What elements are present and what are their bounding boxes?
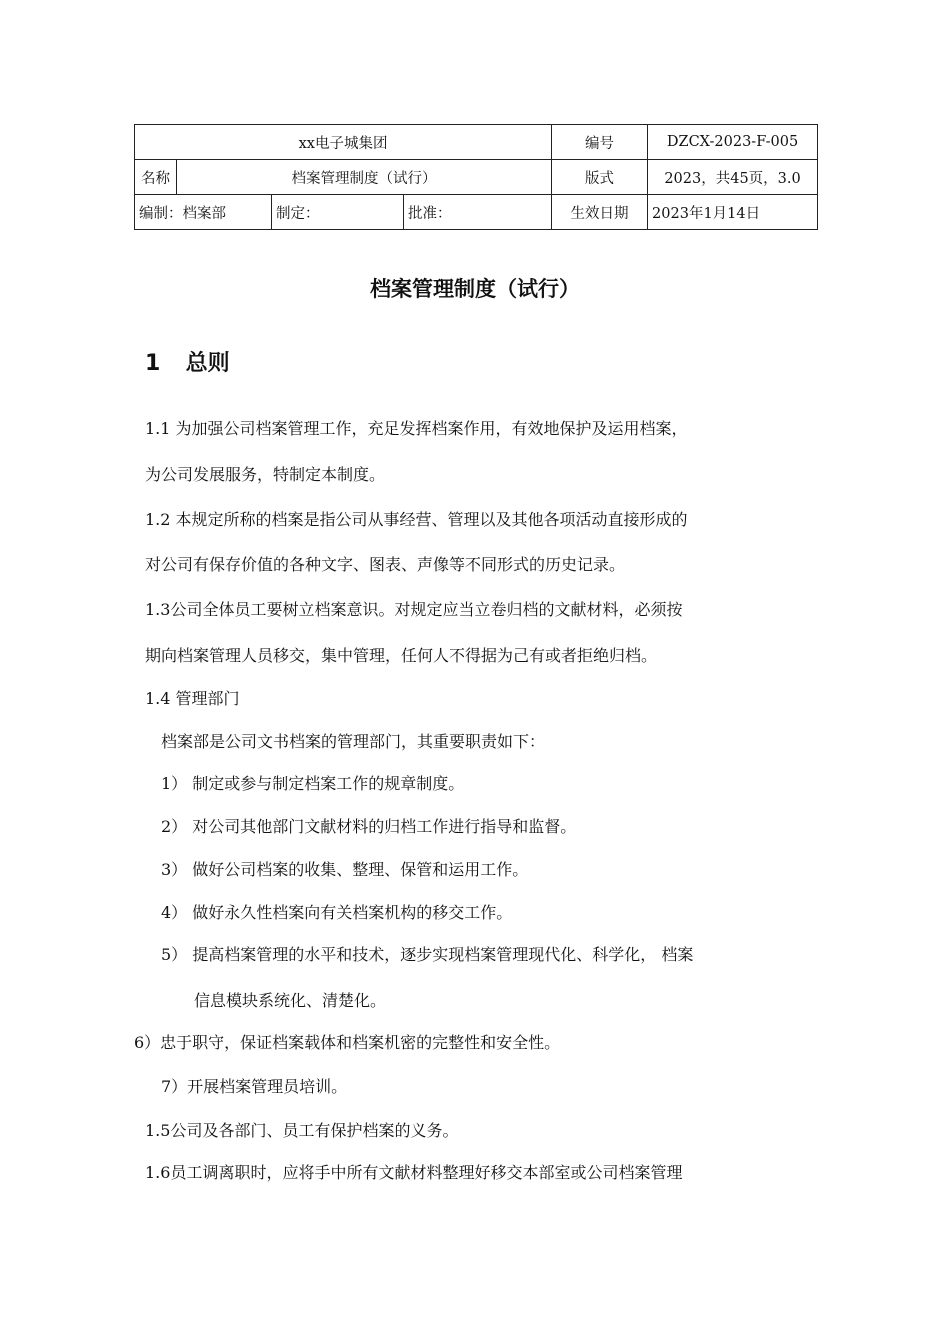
body-line: 1.5公司及各部门、员工有保护档案的义务。 [145,1121,459,1140]
body-line: 1.2 本规定所称的档案是指公司从事经营、管理以及其他各项活动直接形成的 [145,510,688,529]
section-heading [145,346,230,377]
list-item: 7）开展档案管理员培训。 [161,1077,348,1096]
document-title: 档案管理制度（试行） [370,277,580,301]
header-row-approval [135,195,818,230]
section-number: 1 [145,351,161,376]
name-label: 名称 [135,160,177,195]
drafted-by: 制定： [272,195,404,230]
list-item: 6）忠于职守，保证档案载体和档案机密的完整性和安全性。 [134,1033,561,1052]
compiled-by: 编制：档案部 [135,195,272,230]
header-row-company [135,125,818,160]
body-line: 1.6员工调离职时，应将手中所有文献材料整理好移交本部室或公司档案管理 [145,1163,683,1182]
approved-by: 批准： [404,195,552,230]
body-line: 档案部是公司文书档案的管理部门，其重要职责如下： [161,732,546,751]
code-value: DZCX-2023-F-005 [648,125,818,160]
company-name: xx电子城集团 [135,125,552,160]
body-line: 对公司有保存价值的各种文字、图表、声像等不同形式的历史记录。 [145,555,626,574]
name-value: 档案管理制度（试行） [177,160,552,195]
list-item: 3） 做好公司档案的收集、整理、保管和运用工作。 [161,860,529,879]
header-row-name [135,160,818,195]
list-item: 5） 提高档案管理的水平和技术，逐步实现档案管理现代化、科学化， 档案 [161,945,694,964]
list-item-continuation: 信息模块系统化、清楚化。 [194,991,387,1010]
body-line: 期向档案管理人员移交，集中管理，任何人不得据为己有或者拒绝归档。 [145,646,658,665]
version-value: 2023，共45页，3.0 [648,160,818,195]
body-line: 1.3公司全体员工要树立档案意识。对规定应当立卷归档的文献材料，必须按 [145,600,683,619]
section-title: 总则 [185,351,230,376]
body-line: 1.4 管理部门 [145,689,240,708]
effective-date-value: 2023年1月14日 [648,195,818,230]
document-header-table [134,124,818,230]
code-label: 编号 [552,125,648,160]
list-item: 4） 做好永久性档案向有关档案机构的移交工作。 [161,903,513,922]
effective-date-label: 生效日期 [552,195,648,230]
list-item: 1） 制定或参与制定档案工作的规章制度。 [161,774,465,793]
list-item: 2） 对公司其他部门文献材料的归档工作进行指导和监督。 [161,817,577,836]
body-line: 为公司发展服务，特制定本制度。 [145,465,386,484]
version-label: 版式 [552,160,648,195]
body-line: 1.1 为加强公司档案管理工作，充足发挥档案作用，有效地保护及运用档案， [145,419,688,438]
